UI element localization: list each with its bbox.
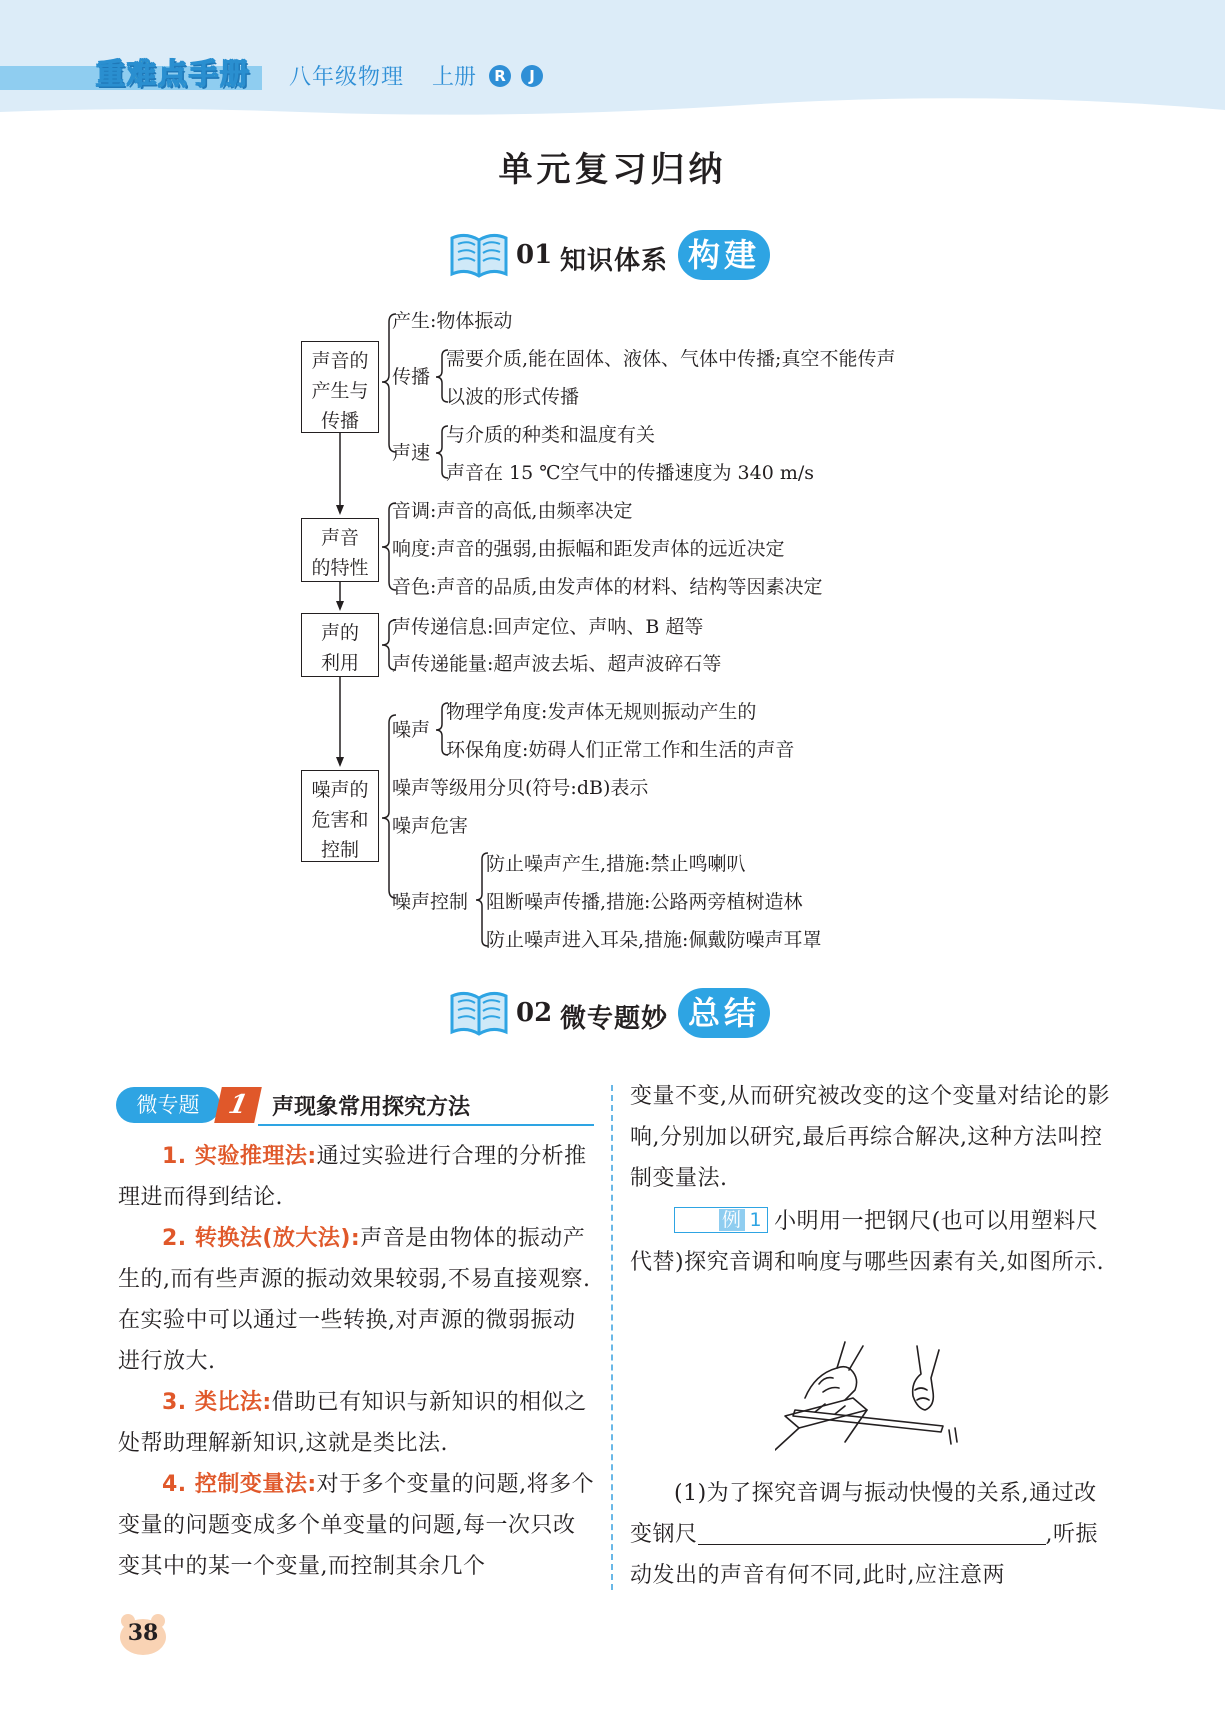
section-number: 02: [516, 998, 553, 1028]
method-heading: 3. 类比法:: [162, 1390, 272, 1415]
node-line: 危害和: [311, 809, 369, 831]
example-paragraph: [630, 1201, 1114, 1283]
method-heading: 1. 实验推理法:: [162, 1144, 317, 1169]
method-paragraph: [118, 1464, 596, 1587]
edition-badge-j: J: [521, 65, 543, 87]
question-text: 听振动发出的声音有何不同,此时,应注意两: [630, 1522, 1099, 1588]
ruler-experiment-illustration: [775, 1338, 965, 1458]
right-column: [630, 1076, 1114, 1283]
mindmap-leaf: 音色:声音的品质,由发声体的材料、结构等因素决定: [392, 576, 823, 598]
continuation-paragraph: 变量不变,从而研究被改变的这个变量对结论的影响,分别加以研究,最后再综合解决,这种方法叫控制变量法.: [630, 1084, 1110, 1191]
question-block: [630, 1473, 1114, 1596]
answer-blank[interactable]: [698, 1518, 1046, 1545]
mindmap-node-noise-control: [301, 770, 379, 862]
mindmap-leaf: 与介质的种类和温度有关: [446, 424, 656, 446]
mindmap-leaf: 声传递能量:超声波去垢、超声波碎石等: [392, 653, 722, 675]
method-body: 声音是由物体的振动产生的,而有些声源的振动效果较弱,不易直接观察. 在实验中可以通过一些转换,对声源的微弱振动进行放大.: [118, 1226, 591, 1374]
method-body: 对于多个变量的问题,将多个变量的问题变成多个单变量的问题,每一次只改变其中的某一个变量,而控制其余几个: [118, 1472, 595, 1579]
page-title: 单元复习归纳: [498, 150, 727, 190]
mindmap-leaf: 防止噪声进入耳朵,措施:佩戴防噪声耳罩: [486, 929, 822, 951]
method-heading: 4. 控制变量法:: [162, 1472, 317, 1497]
method-body: 通过实验进行合理的分析推理进而得到结论.: [118, 1144, 587, 1210]
mindmap-leaf: 音调:声音的高低,由频率决定: [392, 500, 633, 522]
topic-tag: 微专题: [116, 1087, 220, 1123]
node-line: 控制: [320, 839, 359, 861]
method-heading: 2. 转换法(放大法):: [162, 1226, 361, 1251]
subject-label: 八年级物理: [289, 65, 405, 90]
brand-logo: 重难点手册: [96, 57, 252, 91]
method-paragraph: [118, 1218, 596, 1382]
mindmap-leaf: 噪声危害: [392, 815, 469, 837]
column-divider: [611, 1085, 613, 1590]
node-line: 产生与: [311, 380, 369, 402]
mindmap-leaf: 环保角度:妨碍人们正常工作和生活的声音: [446, 739, 795, 761]
example-tag: [674, 1207, 768, 1233]
mindmap-branch-label: 声速: [392, 442, 431, 464]
section-label: 微专题妙: [560, 1004, 669, 1034]
section-highlight-pill: 总结: [678, 988, 770, 1038]
mindmap-leaf: 以波的形式传播: [446, 386, 580, 408]
volume-label: 上册: [432, 65, 477, 90]
section-banner-topics: [448, 988, 778, 1042]
node-line: 声音的: [311, 350, 369, 372]
example-tag-number: 1: [749, 1209, 763, 1231]
left-column: [118, 1136, 596, 1587]
mindmap-node-sound-uses: [301, 613, 379, 677]
node-line: 的特性: [311, 557, 369, 579]
question-text: ,: [1045, 1522, 1054, 1547]
mindmap-node-sound-characteristics: [301, 518, 379, 582]
example-text: 小明用一把钢尺(也可以用塑料尺代替)探究音调和响度与哪些因素有关,如图所示.: [630, 1209, 1105, 1275]
page-number: 38: [127, 1620, 159, 1646]
mindmap-leaf: 噪声等级用分贝(符号:dB)表示: [392, 777, 649, 799]
question-text: (1)为了探究音调与振动快慢的关系,通过改变钢尺: [630, 1481, 1097, 1547]
mindmap-leaf: 需要介质,能在固体、液体、气体中传播;真空不能传声: [446, 348, 896, 370]
method-paragraph: [118, 1136, 596, 1218]
method-paragraph: [118, 1382, 596, 1464]
mindmap-branch-label: 噪声控制: [392, 891, 469, 913]
edition-badge-r: R: [489, 65, 511, 87]
topic-underline: [258, 1124, 594, 1126]
section-label: 知识体系: [560, 246, 669, 276]
topic-number: 1: [214, 1087, 262, 1123]
mindmap-leaf: 声传递信息:回声定位、声呐、B 超等: [392, 616, 704, 638]
node-line: 传播: [320, 410, 359, 432]
mindmap-leaf: 防止噪声产生,措施:禁止鸣喇叭: [486, 853, 746, 875]
method-body: 借助已有知识与新知识的相似之处帮助理解新知识,这就是类比法.: [118, 1390, 587, 1456]
mindmap-leaf: 物理学角度:发声体无规则振动产生的: [446, 701, 757, 723]
mindmap-leaf: 产生:物体振动: [392, 310, 513, 332]
example-tag-label: 例: [719, 1209, 745, 1231]
node-line: 声的: [320, 622, 359, 644]
node-line: 声音: [320, 527, 359, 549]
section-highlight-pill: 构建: [678, 230, 770, 280]
mindmap-branch-label: 传播: [392, 366, 431, 388]
node-line: 噪声的: [311, 779, 369, 801]
open-book-icon: [448, 988, 510, 1038]
mindmap-branch-label: 噪声: [392, 719, 431, 741]
question-paragraph: [630, 1473, 1114, 1596]
mindmap-leaf: 阻断噪声传播,措施:公路两旁植树造林: [486, 891, 803, 913]
mindmap-node-sound-production: [301, 341, 379, 433]
node-line: 利用: [320, 652, 359, 674]
section-number: 01: [516, 240, 553, 270]
mindmap-leaf: 响度:声音的强弱,由振幅和距发声体的远近决定: [392, 538, 785, 560]
mindmap-leaf: 声音在 15 ℃空气中的传播速度为 340 m/s: [446, 462, 815, 484]
topic-title: 声现象常用探究方法: [272, 1095, 471, 1120]
